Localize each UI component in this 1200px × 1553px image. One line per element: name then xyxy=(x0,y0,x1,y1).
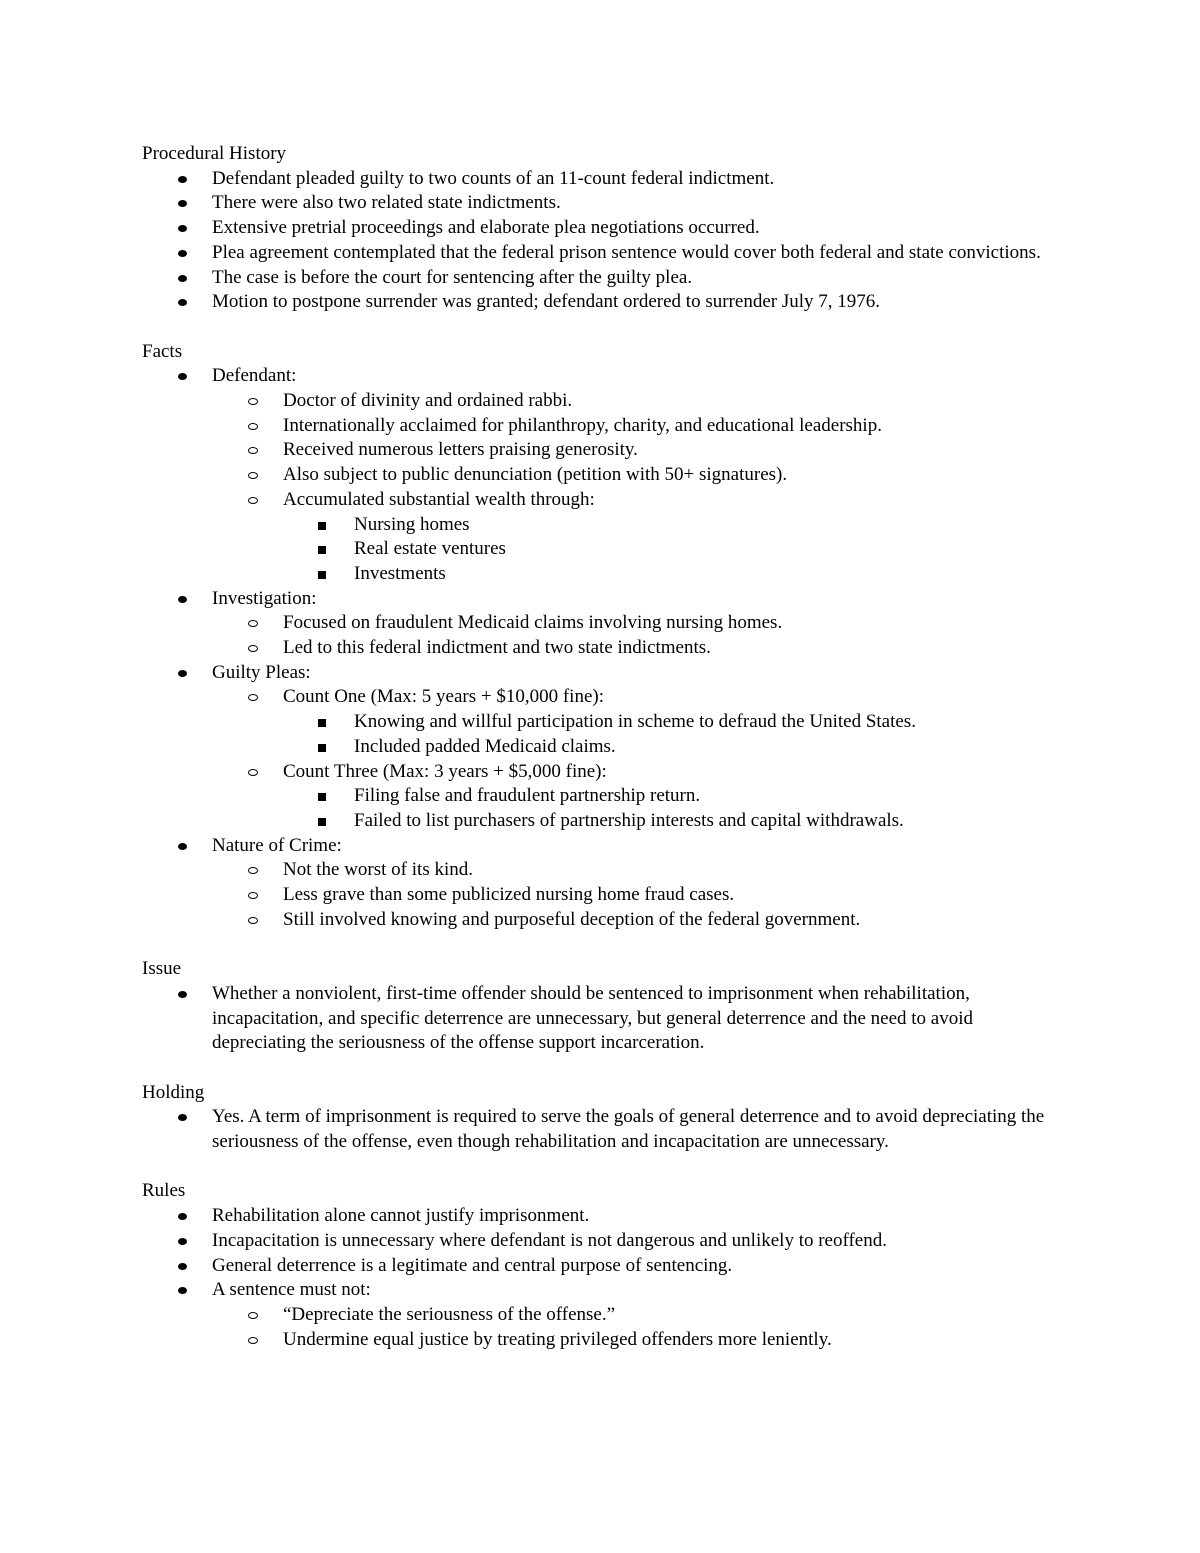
bullet-list-level-1 xyxy=(142,1105,1062,1154)
disc-bullet-icon xyxy=(178,1204,190,1229)
disc-bullet-icon xyxy=(178,587,190,612)
list-item-text: Less grave than some publicized nursing home fraud cases. xyxy=(283,884,735,906)
list-item xyxy=(212,414,1062,439)
bullet-list-level-2 xyxy=(212,858,1062,932)
disc-bullet-icon xyxy=(178,1229,190,1254)
list-item xyxy=(283,562,1062,587)
list-item xyxy=(212,908,1062,933)
disc-bullet-icon xyxy=(178,191,190,216)
list-item-text: Defendant: xyxy=(212,365,297,387)
list-item-text: Doctor of divinity and ordained rabbi. xyxy=(283,390,573,412)
bullet-list-level-3 xyxy=(283,784,1062,833)
list-item-text: Investigation: xyxy=(212,587,317,609)
circle-bullet-icon xyxy=(248,858,260,883)
square-bullet-icon xyxy=(318,513,330,538)
list-item xyxy=(142,982,1062,1056)
circle-bullet-icon xyxy=(248,636,260,661)
list-item-text: Real estate ventures xyxy=(354,538,506,560)
list-item-text: Led to this federal indictment and two state indictments. xyxy=(283,637,711,659)
list-item-text: Rehabilitation alone cannot justify imprisonment. xyxy=(212,1205,590,1227)
list-item-text: Plea agreement contemplated that the federal prison sentence would cover both federal and state convictions. xyxy=(212,241,1041,263)
circle-bullet-icon xyxy=(248,488,260,513)
list-item-text: Still involved knowing and purposeful deception of the federal government. xyxy=(283,908,861,930)
section-heading: Procedural History xyxy=(142,143,287,164)
list-item-text: Defendant pleaded guilty to two counts of an 11-count federal indictment. xyxy=(212,167,775,189)
bullet-list-level-3 xyxy=(283,513,1062,587)
list-item-text: Extensive pretrial proceedings and elaborate plea negotiations occurred. xyxy=(212,217,760,239)
list-item xyxy=(212,488,1062,587)
disc-bullet-icon xyxy=(178,266,190,291)
square-bullet-icon xyxy=(318,809,330,834)
list-item xyxy=(212,636,1062,661)
bullet-list-level-2 xyxy=(212,1303,1062,1352)
disc-bullet-icon xyxy=(178,1278,190,1303)
section-heading: Facts xyxy=(142,340,183,362)
disc-bullet-icon xyxy=(178,834,190,859)
list-item-text: Included padded Medicaid claims. xyxy=(354,735,616,757)
list-item xyxy=(142,241,1062,266)
list-item xyxy=(142,587,1062,661)
list-item-text: Filing false and fraudulent partnership return. xyxy=(354,785,701,807)
list-item-text: Investments xyxy=(354,562,446,584)
list-item-text: Nursing homes xyxy=(354,513,470,535)
circle-bullet-icon xyxy=(248,908,260,933)
section-facts xyxy=(142,340,1062,933)
list-item-text: Also subject to public denunciation (petition with 50+ signatures). xyxy=(283,464,788,486)
list-item xyxy=(212,1328,1062,1353)
list-item-text: The case is before the court for sentencing after the guilty plea. xyxy=(212,266,693,288)
circle-bullet-icon xyxy=(248,438,260,463)
square-bullet-icon xyxy=(318,735,330,760)
list-item xyxy=(142,1278,1062,1352)
circle-bullet-icon xyxy=(248,414,260,439)
circle-bullet-icon xyxy=(248,463,260,488)
list-item-text: Undermine equal justice by treating privileged offenders more leniently. xyxy=(283,1328,832,1350)
bullet-list-level-2 xyxy=(212,611,1062,660)
list-item xyxy=(212,685,1062,759)
square-bullet-icon xyxy=(318,710,330,735)
section-rules xyxy=(142,1179,1062,1352)
bullet-list-level-1 xyxy=(142,982,1062,1056)
disc-bullet-icon xyxy=(178,216,190,241)
circle-bullet-icon xyxy=(248,760,260,785)
list-item-text: General deterrence is a legitimate and central purpose of sentencing. xyxy=(212,1254,733,1276)
list-item xyxy=(212,760,1062,834)
list-item-text: Guilty Pleas: xyxy=(212,661,311,683)
list-item-text: “Depreciate the seriousness of the offense.” xyxy=(283,1303,616,1325)
list-item xyxy=(142,661,1062,834)
list-item xyxy=(212,389,1062,414)
circle-bullet-icon xyxy=(248,1303,260,1328)
circle-bullet-icon xyxy=(248,611,260,636)
list-item xyxy=(283,513,1062,538)
list-item-text: Motion to postpone surrender was granted; defendant ordered to surrender July 7, 1976. xyxy=(212,291,880,313)
list-item-text: Knowing and willful participation in scheme to defraud the United States. xyxy=(354,711,916,733)
list-item xyxy=(142,167,1062,192)
list-item xyxy=(142,191,1062,216)
list-item xyxy=(142,290,1062,315)
disc-bullet-icon xyxy=(178,290,190,315)
list-item-text: Nature of Crime: xyxy=(212,834,342,856)
section-heading: Holding xyxy=(142,1081,205,1103)
circle-bullet-icon xyxy=(248,883,260,908)
list-item-text: Accumulated substantial wealth through: xyxy=(283,488,595,510)
list-item xyxy=(142,834,1062,933)
list-item-text: Internationally acclaimed for philanthropy, charity, and educational leadership. xyxy=(283,414,882,436)
list-item xyxy=(212,463,1062,488)
bullet-list-level-3 xyxy=(283,710,1062,759)
square-bullet-icon xyxy=(318,562,330,587)
list-item xyxy=(283,809,1062,834)
section-issue xyxy=(142,957,1062,1056)
disc-bullet-icon xyxy=(178,167,190,192)
list-item xyxy=(142,1254,1062,1279)
bullet-list-level-1 xyxy=(142,167,1062,315)
disc-bullet-icon xyxy=(178,241,190,266)
list-item xyxy=(212,1303,1062,1328)
list-item xyxy=(142,364,1062,586)
circle-bullet-icon xyxy=(248,389,260,414)
list-item-text: Whether a nonviolent, first-time offender should be sentenced to imprisonment when rehabilitation, incapacitation, and specific deterrence are unnecessary, but general deterrence and the need to avoid depreciating the seriousness of the offense support incarceration. xyxy=(212,982,974,1054)
list-item-text: There were also two related state indictments. xyxy=(212,192,561,214)
disc-bullet-icon xyxy=(178,661,190,686)
circle-bullet-icon xyxy=(248,1328,260,1353)
list-item-text: Yes. A term of imprisonment is required to serve the goals of general deterrence and to avoid depreciating the seriousness of the offense, even though rehabilitation and incapacitation are unnecessary. xyxy=(212,1106,1045,1153)
section-heading: Issue xyxy=(142,958,182,980)
list-item xyxy=(142,1204,1062,1229)
list-item-text: Count Three (Max: 3 years + $5,000 fine): xyxy=(283,760,607,782)
list-item xyxy=(142,216,1062,241)
disc-bullet-icon xyxy=(178,1254,190,1279)
list-item xyxy=(283,735,1062,760)
list-item xyxy=(283,537,1062,562)
list-item xyxy=(212,858,1062,883)
list-item-text: Failed to list purchasers of partnership interests and capital withdrawals. xyxy=(354,809,904,831)
list-item xyxy=(142,1229,1062,1254)
case-brief xyxy=(142,142,1062,1352)
square-bullet-icon xyxy=(318,784,330,809)
list-item xyxy=(142,1105,1062,1154)
list-item-text: Not the worst of its kind. xyxy=(283,859,473,881)
circle-bullet-icon xyxy=(248,685,260,710)
list-item xyxy=(212,611,1062,636)
section-procedural-history xyxy=(142,142,1062,315)
bullet-list-level-2 xyxy=(212,389,1062,587)
section-heading: Rules xyxy=(142,1180,186,1202)
section-holding xyxy=(142,1081,1062,1155)
bullet-list-level-2 xyxy=(212,685,1062,833)
square-bullet-icon xyxy=(318,537,330,562)
list-item xyxy=(212,438,1062,463)
disc-bullet-icon xyxy=(178,364,190,389)
disc-bullet-icon xyxy=(178,1105,190,1130)
disc-bullet-icon xyxy=(178,982,190,1007)
list-item xyxy=(283,710,1062,735)
list-item-text: A sentence must not: xyxy=(212,1279,371,1301)
list-item xyxy=(212,883,1062,908)
list-item xyxy=(283,784,1062,809)
bullet-list-level-1 xyxy=(142,364,1062,932)
list-item-text: Count One (Max: 5 years + $10,000 fine): xyxy=(283,686,604,708)
bullet-list-level-1 xyxy=(142,1204,1062,1352)
list-item-text: Received numerous letters praising generosity. xyxy=(283,439,638,461)
list-item-text: Focused on fraudulent Medicaid claims involving nursing homes. xyxy=(283,612,783,634)
list-item-text: Incapacitation is unnecessary where defendant is not dangerous and unlikely to reoffend. xyxy=(212,1229,887,1251)
list-item xyxy=(142,266,1062,291)
